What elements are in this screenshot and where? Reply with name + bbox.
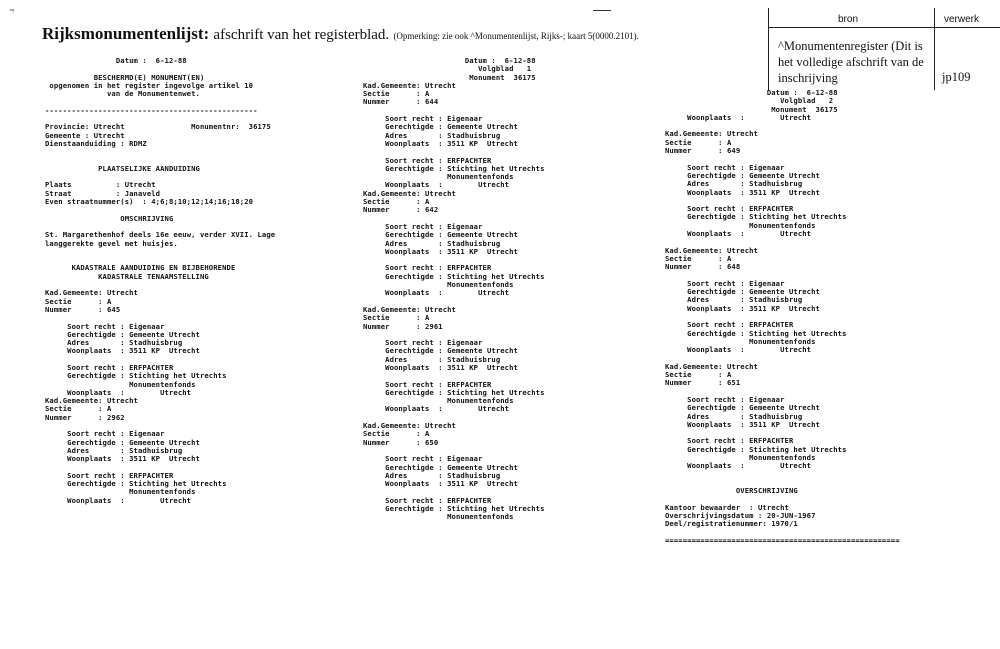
box-left-line (768, 8, 769, 90)
page-title (42, 24, 639, 44)
box-top-line (768, 27, 1000, 28)
remark-code: jp109 (942, 70, 971, 84)
title-note: (Opmerking: zie ook ^Monumentenlijst, Rijks-; kaart 5(0000.2101). (393, 31, 639, 41)
register-column-middle: Datum : 6-12-88 Volgblad 1 Monument 36175 Kad.Gemeente: Utrecht Sectie : A Nummer : 644 Soort recht : Eigenaar Gerechtigde : Gemeente Utrecht Adres : Stadhuisbrug Woonplaats : 3511 KP Utrecht Soort recht : ERFPACHTER Gerechtigde : Stichting het Utrechts Monumentenfonds Woonplaats : Utrecht Kad.Gemeente: Utrecht Sectie : A Nummer : 642 Soort recht : Eigenaar Gerechtigde : Gemeente Utrecht Adres : Stadhuisbrug Woonplaats : 3511 KP Utrecht Soort recht : ERFPACHTER Gerechtigde : Stichting het Utrechts Monumentenfonds Woonplaats : Utrecht Kad.Gemeente: Utrecht Sectie : A Nummer : 2961 Soort recht : Eigenaar Gerechtigde : Gemeente Utrecht Adres : Stadhuisbrug Woonplaats : 3511 KP Utrecht Soort recht : ERFPACHTER Gerechtigde : Stichting het Utrechts Monumentenfonds Woonplaats : Utrecht Kad.Gemeente: Utrecht Sectie : A Nummer : 650 Soort recht : Eigenaar Gerechtigde : Gemeente Utrecht Adres : Stadhuisbrug Woonplaats : 3511 KP Utrecht Soort recht : ERFPACHTER Gerechtigde : Stichting het Utrechts Monumentenfonds (363, 56, 545, 522)
title-bold: Rijksmonumentenlijst: (42, 24, 210, 43)
box-divider-line (934, 8, 935, 90)
source-remark: ^Monumentenregister (Dit is het volledige afschrift van de inschrijving (778, 39, 924, 85)
corner-mark: ㅋ (8, 7, 15, 15)
column-verwerk: verwerk (944, 14, 980, 25)
title-rest: afschrift van het registerblad. (213, 27, 390, 43)
top-divider-mark (593, 10, 611, 11)
column-bron: bron (838, 14, 859, 25)
register-column-right: Datum : 6-12-88 Volgblad 2 Monument 36175 Woonplaats : Utrecht Kad.Gemeente: Utrecht Sectie : A Nummer : 649 Soort recht : Eigenaar Gerechtigde : Gemeente Utrecht Adres : Stadhuisbrug Woonplaats : 3511 KP Utrecht Soort recht : ERFPACHTER Gerechtigde : Stichting het Utrechts Monumentenfonds Woonplaats : Utrecht Kad.Gemeente: Utrecht Sectie : A Nummer : 648 Soort recht : Eigenaar Gerechtigde : Gemeente Utrecht Adres : Stadhuisbrug Woonplaats : 3511 KP Utrecht Soort recht : ERFPACHTER Gerechtigde : Stichting het Utrechts Monumentenfonds Woonplaats : Utrecht Kad.Gemeente: Utrecht Sectie : A Nummer : 651 Soort recht : Eigenaar Gerechtigde : Gemeente Utrecht Adres : Stadhuisbrug Woonplaats : 3511 KP Utrecht Soort recht : ERFPACHTER Gerechtigde : Stichting het Utrechts Monumentenfonds Woonplaats : Utrecht OVERSCHRIJVING Kantoor bewaarder : Utrecht Overschrijvingsdatum : 20-JUN-1967 Deel/registratienummer: 1970/1 ===================================================== (665, 88, 900, 546)
register-column-left: Datum : 6-12-88 BESCHERMD(E) MONUMENT(EN) opgenomen in het register ingevolge artikel 10 van de Monumentenwet. ------------------------------------------------ Provincie: Utrecht Monumentnr: 36175 Gemeente : Utrecht Dienstaanduiding : RDMZ PLAATSELIJKE AANDUIDING Plaats : Utrecht Straat : Janaveld Even straatnummer(s) : 4;6;8;10;12;14;16;18;20 OMSCHRIJVING St. Margarethenhof deels 16e eeuw, verder XVII. Lage langgerekte gevel met huisjes. KADASTRALE AANDUIDING EN BIJBEHORENDE KADASTRALE TENAAMSTELLING Kad.Gemeente: Utrecht Sectie : A Nummer : 645 Soort recht : Eigenaar Gerechtigde : Gemeente Utrecht Adres : Stadhuisbrug Woonplaats : 3511 KP Utrecht Soort recht : ERFPACHTER Gerechtigde : Stichting het Utrechts Monumentenfonds Woonplaats : Utrecht Kad.Gemeente: Utrecht Sectie : A Nummer : 2962 Soort recht : Eigenaar Gerechtigde : Gemeente Utrecht Adres : Stadhuisbrug Woonplaats : 3511 KP Utrecht Soort recht : ERFPACHTER Gerechtigde : Stichting het Utrechts Monumentenfonds Woonplaats : Utrecht (45, 56, 276, 505)
